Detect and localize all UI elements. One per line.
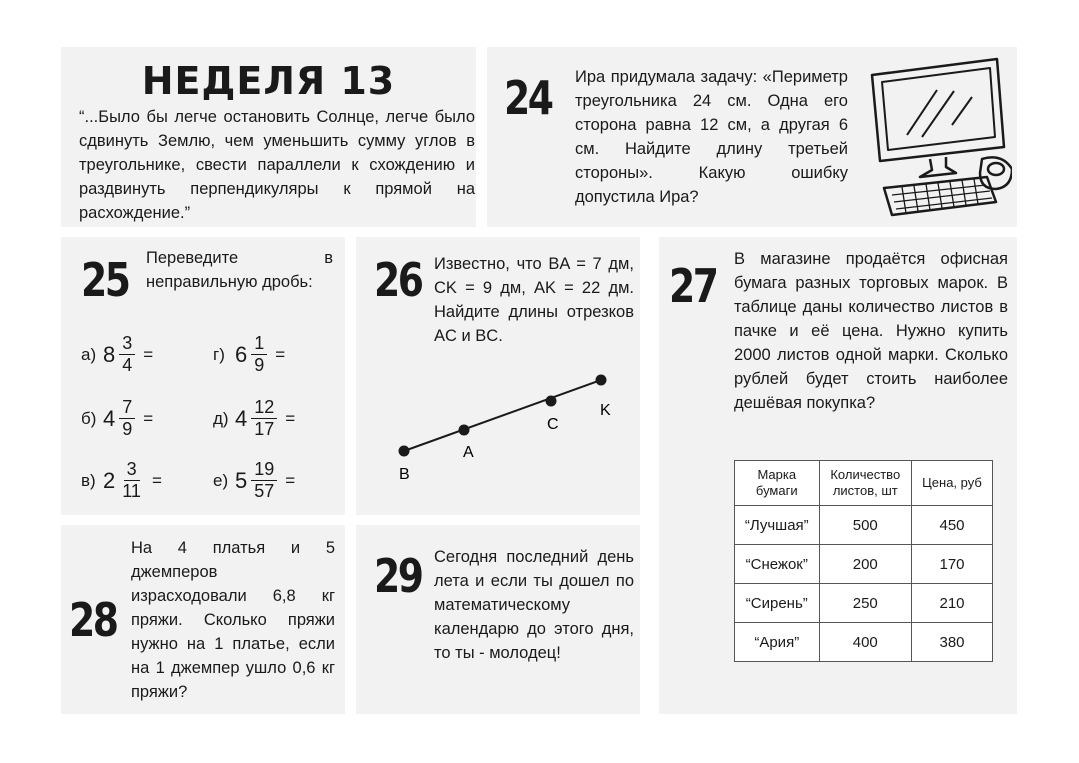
whole-part: 8 [103, 341, 116, 367]
table-cell: 500 [819, 506, 911, 545]
numerator: 1 [251, 333, 267, 355]
task-text: Ира придумала задачу: «Периметр треугольника 24 см. Одна его сторона равна 12 см, а другая 6 см. Найдите длину третьей стороны». Какую ошибку допустила Ира? [575, 68, 848, 206]
task-number: 25 [81, 253, 129, 307]
task-number: 24 [504, 71, 552, 125]
segment-diagram [356, 237, 640, 515]
item-label: г) [213, 344, 225, 364]
header-quote: “...Было бы легче остановить Солнце, легче было сдвинуть Землю, чем уменьшить сумму углов в треугольнике, свести параллели к схождению и раздвинуть перпендикуляры к прямой на расхождение.” [79, 108, 475, 222]
point-b [399, 446, 410, 457]
numerator: 3 [119, 333, 135, 355]
header-card [61, 47, 476, 227]
point-a [459, 425, 470, 436]
table-cell: “Снежок” [735, 545, 820, 584]
table-row [735, 584, 993, 623]
item-label: в) [81, 470, 96, 490]
fraction [119, 459, 144, 502]
table-cell: “Сирень” [735, 584, 820, 623]
task-25-card [61, 237, 345, 515]
label-b: B [399, 466, 410, 483]
whole-part: 6 [235, 341, 248, 367]
fraction [251, 397, 277, 440]
point-k [596, 375, 607, 386]
table-row [735, 506, 993, 545]
table-cell: “Лучшая” [735, 506, 820, 545]
table-cell: 450 [912, 506, 993, 545]
fraction [119, 397, 135, 440]
table-row [735, 545, 993, 584]
fraction [251, 333, 267, 376]
task-text: В магазине продаётся офисная бумага разных торговых марок. В таблице даны количество листов в пачке и её цена. Нужно купить 2000 листов одной марки. Сколько рублей будет стоить наиболее дешёвая покупка? [734, 250, 1008, 412]
point-c [546, 396, 557, 407]
whole-part: 4 [235, 405, 248, 431]
table-cell: 210 [912, 584, 993, 623]
task-text: На 4 платья и 5 джемперов израсходовали 6,8 кг пряжи. Сколько пряжи нужно на 1 платье, если на 1 джемпер ушло 0,6 кг пряжи? [131, 539, 335, 701]
denominator: 17 [254, 419, 275, 439]
equals-sign: = [285, 408, 296, 428]
numerator: 12 [251, 397, 277, 419]
fraction-item [81, 333, 153, 376]
item-label: б) [81, 408, 97, 428]
task-28-card [61, 525, 345, 714]
table-header: Марка бумаги [735, 461, 820, 506]
denominator: 11 [122, 481, 141, 501]
table-cell: 170 [912, 545, 993, 584]
task-24-card [487, 47, 1017, 227]
table-cell: 400 [819, 623, 911, 662]
equals-sign: = [285, 470, 296, 490]
fraction [251, 459, 277, 502]
whole-part: 2 [103, 467, 116, 493]
label-k: K [600, 402, 611, 419]
table-row [735, 623, 993, 662]
task-text: Известно, что BA = 7 дм, CK = 9 дм, AK = 22 дм. Найдите длины отрезков AC и BC. [434, 255, 634, 345]
equals-sign: = [143, 408, 154, 428]
fraction-item [81, 397, 153, 440]
equals-sign: = [151, 470, 162, 490]
task-text: Переведите в неправильную дробь: [146, 249, 333, 291]
task-number: 28 [69, 593, 117, 647]
equals-sign: = [275, 344, 286, 364]
denominator: 9 [122, 419, 133, 439]
denominator: 9 [254, 355, 265, 375]
page-title: НЕДЕЛЯ 13 [141, 59, 396, 103]
item-label: е) [213, 470, 229, 490]
numerator: 7 [119, 397, 135, 419]
whole-part: 5 [235, 467, 248, 493]
denominator: 57 [254, 481, 275, 501]
table-cell: 380 [912, 623, 993, 662]
table-header: Цена, руб [912, 461, 993, 506]
task-27-card [659, 237, 1017, 714]
denominator: 4 [122, 355, 133, 375]
whole-part: 4 [103, 405, 116, 431]
fraction-item [213, 333, 285, 376]
item-label: а) [81, 344, 97, 364]
fraction-item [213, 397, 295, 440]
computer-icon [862, 55, 1012, 225]
price-table [734, 460, 993, 662]
table-cell: “Ария” [735, 623, 820, 662]
task-26-card [356, 237, 640, 515]
label-a: A [463, 444, 474, 461]
fraction-item [81, 459, 162, 502]
label-c: C [547, 416, 559, 433]
task-text: Сегодня последний день лета и если ты дошел по математическому календарю до этого дня, то ты - молодец! [434, 548, 634, 662]
task-number: 26 [374, 253, 422, 307]
task-number: 29 [374, 549, 422, 603]
table-cell: 250 [819, 584, 911, 623]
task-number: 27 [669, 259, 717, 313]
equals-sign: = [143, 344, 154, 364]
table-cell: 200 [819, 545, 911, 584]
numerator: 19 [251, 459, 277, 481]
task-29-card [356, 525, 640, 714]
fraction [119, 333, 135, 376]
numerator: 3 [124, 459, 140, 481]
table-header: Количество листов, шт [819, 461, 911, 506]
fraction-item [213, 459, 295, 502]
item-label: д) [213, 408, 229, 428]
